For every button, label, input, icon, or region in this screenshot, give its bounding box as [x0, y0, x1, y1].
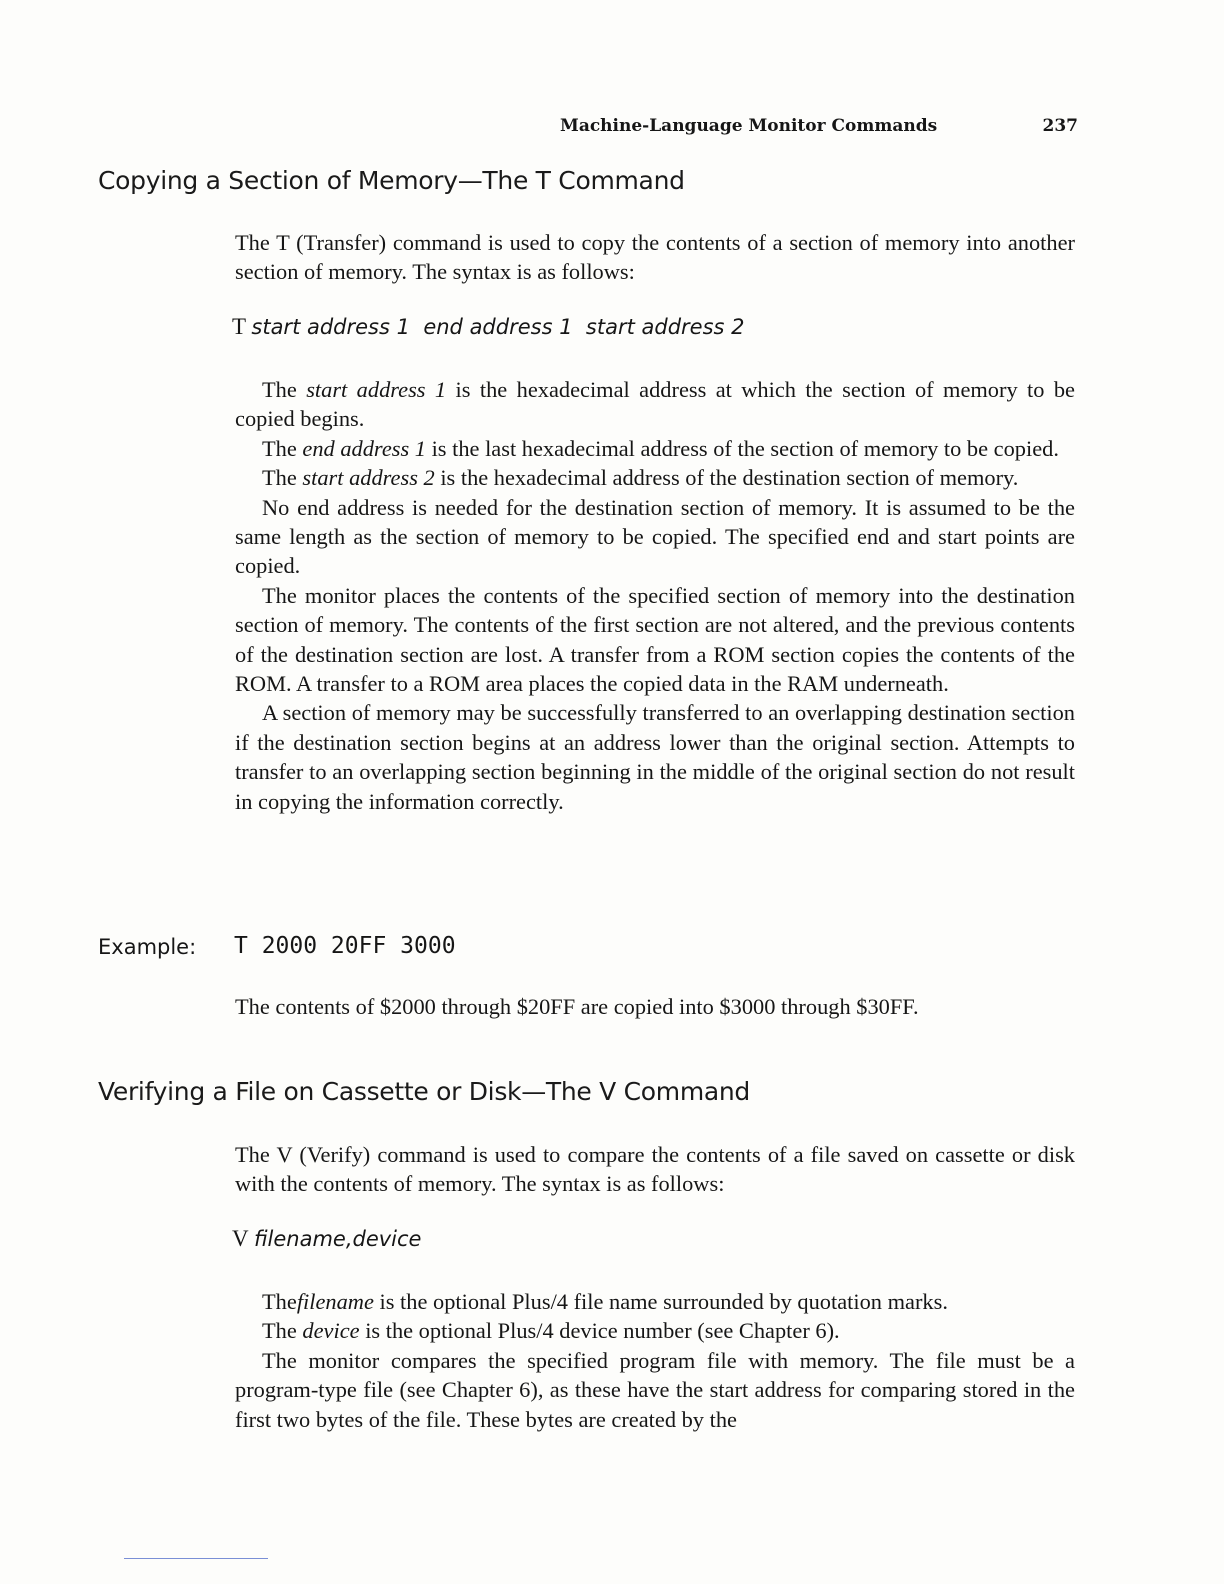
v-intro-paragraph: The V (Verify) command is used to compare the contents of a file saved on cassette or disk with the contents of memory. The syntax is as follows:: [235, 1142, 1075, 1197]
v-paragraph-filename: [235, 1287, 1075, 1316]
text-run: is the hexadecimal address at which the section of memory to be copied begins.: [235, 377, 1075, 432]
page-number: 237: [1042, 116, 1078, 136]
v-paragraph-device: [235, 1316, 1075, 1345]
t-paragraph-no-end-address: No end address is needed for the destination section of memory. It is assumed to be the same length as the section of memory to be copied. The specified end and start points are copied.: [235, 494, 1075, 579]
footer-rule: [124, 1558, 268, 1559]
t-paragraph-end-address-1: [235, 434, 1075, 463]
text-run: is the optional Plus/4 device number (see Chapter 6).: [359, 1318, 840, 1344]
example-explanation: The contents of $2000 through $20FF are copied into $3000 through $30FF.: [235, 994, 919, 1019]
text-run: is the last hexadecimal address of the section of memory to be copied.: [425, 435, 1059, 461]
t-body: [235, 375, 1075, 816]
term-start-address-2: start address 2: [302, 465, 435, 491]
t-paragraph-overlapping: A section of memory may be successfully transferred to an overlapping destination section if the destination section begins at an address lower than the original section. Attempts to transfer to an overlapping section beginning in the middle of the original section do not result in copying the information correctly.: [235, 700, 1075, 814]
text-run: The: [262, 377, 307, 402]
text-run: The: [262, 435, 303, 461]
v-paragraph-monitor-compares: The monitor compares the specified program file with memory. The file must be a program-type file (see Chapter 6), as these have the start address for comparing stored in the first two bytes of the file. These bytes are created by the: [235, 1347, 1075, 1432]
term-filename: filename: [296, 1289, 374, 1314]
v-syntax-args: filename,device: [253, 1227, 422, 1251]
t-syntax-line: [232, 314, 745, 340]
text-run: is the hexadecimal address of the destination section of memory.: [434, 465, 1019, 491]
v-body: [235, 1287, 1075, 1434]
example-label: Example:: [98, 935, 197, 959]
text-run: The: [262, 465, 303, 491]
section-title-v-command: Verifying a File on Cassette or Disk—The V Command: [98, 1077, 751, 1106]
term-start-address-1: start address 1: [306, 377, 447, 402]
t-intro-paragraph: The T (Transfer) command is used to copy the contents of a section of memory into another section of memory. The syntax is as follows:: [235, 230, 1075, 285]
term-device: device: [302, 1318, 360, 1344]
v-syntax-command: V: [232, 1226, 249, 1251]
section-title-t-command: Copying a Section of Memory—The T Command: [98, 166, 685, 195]
example-code: T 2000 20FF 3000: [234, 933, 456, 959]
term-end-address-1: end address 1: [302, 435, 426, 461]
t-paragraph-start-address-2: [235, 463, 1075, 492]
v-syntax-line: [232, 1226, 421, 1252]
running-head: [560, 116, 1078, 136]
t-syntax-command: T: [232, 314, 246, 339]
running-head-title: Machine-Language Monitor Commands: [560, 116, 938, 136]
t-syntax-args: start address 1 end address 1 start address 2: [251, 315, 745, 339]
text-run: The: [262, 1318, 303, 1344]
t-paragraph-monitor-places: The monitor places the contents of the specified section of memory into the destination section of memory. The contents of the first section are not altered, and the previous contents of the destination section are lost. A transfer from a ROM section copies the contents of the ROM. A transfer to a ROM area places the copied data in the RAM underneath.: [235, 582, 1075, 697]
text-run: The: [262, 1289, 297, 1314]
text-run: is the optional Plus/4 file name surrounded by quotation marks.: [373, 1289, 948, 1314]
t-paragraph-start-address-1: [235, 375, 1075, 434]
